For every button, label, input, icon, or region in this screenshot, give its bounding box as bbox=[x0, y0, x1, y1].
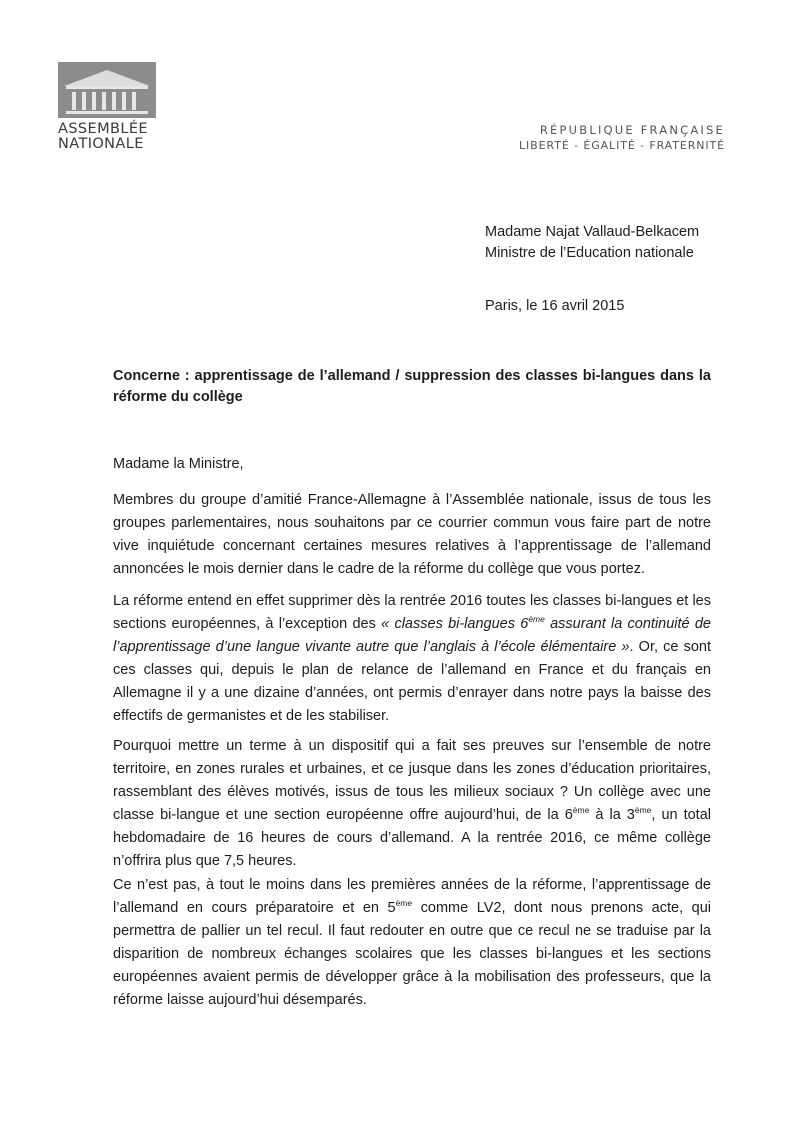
republique-title: RÉPUBLIQUE FRANÇAISE bbox=[539, 123, 725, 137]
letter-date: Paris, le 16 avril 2015 bbox=[485, 298, 625, 314]
paragraph-3-text-b: à la 3 bbox=[589, 807, 635, 823]
paragraph-2-text-b: . Or, ce sont ces classes qui, depuis le plan de relance de l’allemand en France et du français en Allemagne il y a une dizaine d’années, ont permis d’enrayer dans notre pays la baisse des effectifs de germanistes et de les stabiliser. bbox=[113, 639, 712, 724]
paragraph-4 bbox=[113, 874, 711, 1012]
paragraph-1 bbox=[113, 489, 711, 581]
paragraph-3-text-a: Pourquoi mettre un terme à un dispositif qui a fait ses preuves sur l’ensemble de notre territoire, en zones rurales et urbaines, et ce jusque dans les zones d’éducation prioritaires, rassemblant des élèves motivés, issus de tous les milieux sociaux ? Un collège avec une classe bi-langue et une section européenne offre aujourd’hui, de la 6 bbox=[113, 738, 711, 823]
paragraph-2 bbox=[113, 590, 711, 728]
paragraph-4-text-b: comme LV2, dont nous prenons acte, qui permettra de pallier un tel recul. Il faut redouter en outre que ce recul ne se traduise par la disparition de nombreux échanges scolaires que les classes bi-langues et les sections européennes avaient permis de développer grâce à la mobilisation des professeurs, que la réforme laisse aujourd’hui désemparés. bbox=[113, 900, 711, 1008]
republique-header bbox=[519, 122, 725, 154]
logo-text-line1: ASSEMBLÉE bbox=[58, 121, 148, 137]
recipient-block bbox=[485, 222, 699, 264]
paragraph-3-sup-1: ème bbox=[572, 805, 590, 816]
paragraph-3-sup-2: ème bbox=[634, 805, 652, 816]
recipient-title: Ministre de l’Education nationale bbox=[485, 245, 694, 261]
republique-motto: LIBERTÉ - ÉGALITÉ - FRATERNITÉ bbox=[519, 139, 725, 152]
paragraph-3-text-c: , un total hebdomadaire de 16 heures de cours d’allemand. A la rentrée 2016, ce même collège n’offrira plus que 7,5 heures. bbox=[113, 807, 711, 869]
assemblee-nationale-logo bbox=[58, 62, 156, 152]
quote-part-a: « classes bi-langues 6 bbox=[381, 616, 529, 632]
quote-part-b: assurant la continuité de l’apprentissage d’une langue vivante autre que l’anglais à l’école élémentaire » bbox=[113, 616, 711, 655]
paragraph-3 bbox=[113, 735, 711, 873]
paragraph-2-text-a: La réforme entend en effet supprimer dès la rentrée 2016 toutes les classes bi-langues et les sections européennes, à l’exception des bbox=[113, 593, 711, 632]
paragraph-4-text-a: Ce n’est pas, à tout le moins dans les premières années de la réforme, l’apprentissage de l’allemand en cours préparatoire et en 5 bbox=[113, 877, 711, 916]
paragraph-1-text: Membres du groupe d’amitié France-Allemagne à l’Assemblée nationale, issus de tous les groupes parlementaires, nous souhaitons par ce courrier commun vous faire part de notre vive inquiétude concernant certaines mesures relatives à l’apprentissage de l’allemand annoncées le mois dernier dans le cadre de la réforme du collège que vous portez. bbox=[113, 492, 711, 577]
logo-text-line2: NATIONALE bbox=[58, 136, 144, 152]
assemblee-building-icon bbox=[58, 62, 156, 118]
quote-superscript: ème bbox=[528, 614, 545, 625]
paragraph-4-sup: ème bbox=[395, 898, 413, 909]
letter-subject: Concerne : apprentissage de l’allemand / suppression des classes bi-langues dans la réforme du collège bbox=[113, 368, 711, 405]
recipient-name: Madame Najat Vallaud-Belkacem bbox=[485, 224, 700, 240]
salutation: Madame la Ministre, bbox=[113, 456, 244, 472]
